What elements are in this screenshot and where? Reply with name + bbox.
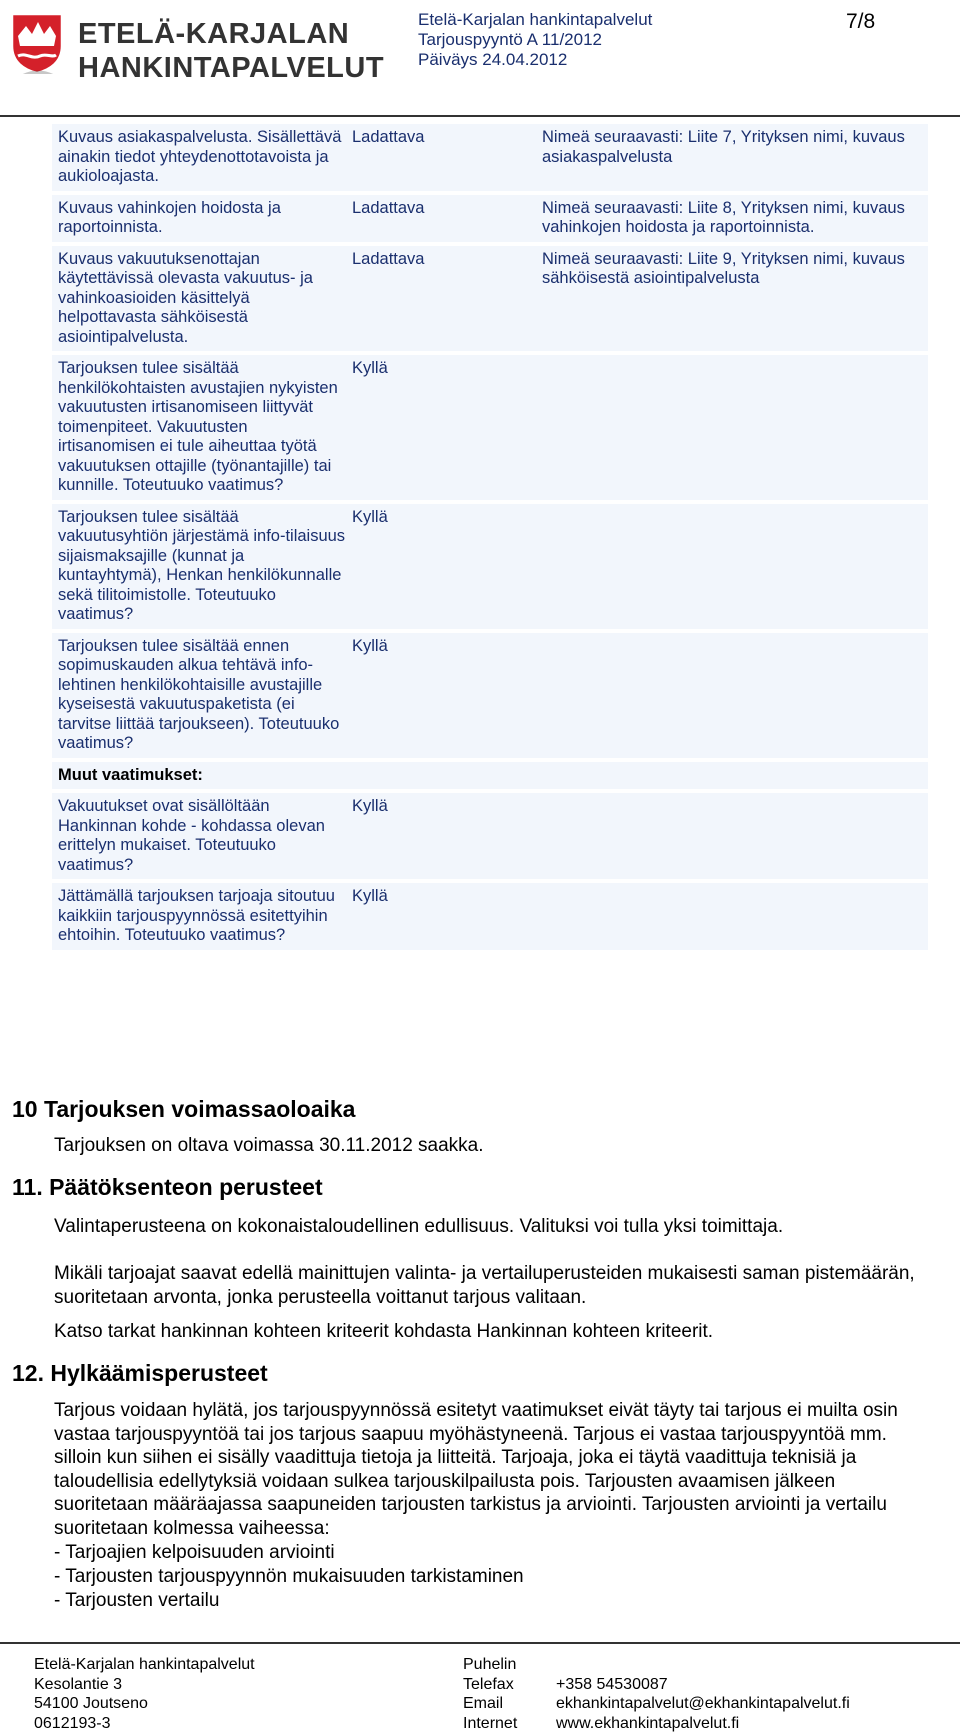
requirement-note [542, 355, 928, 500]
footer-city: 54100 Joutseno [34, 1695, 148, 1712]
header-divider [0, 115, 960, 117]
footer-website-link[interactable]: www.ekhankintapalvelut.fi [556, 1714, 740, 1732]
footer-business-id: 0612193-3 [34, 1714, 111, 1732]
table-row [52, 246, 928, 356]
section-12-paragraph: Tarjous voidaan hylätä, jos tarjouspyynnössä esitetyt vaatimukset eivät täyty tai tarjous ei muilta osin vastaa tarjouspyyntöä tai jos tarjous saapuu myöhästyneenä. Tarjous ei vastaa tarjouspyyntöä mm. silloin kun siihen ei sisälly vaadittuja tietoja ja liitteitä. Tarjoaja, joka ei täytä vaadittuja teknisiä ja taloudellisia edellytyksiä voidaan sulkea tarjouskilpailusta pois. Tarjousten avaamisen jälkeen suoritetaan määräajassa saapuneiden tarjousten tarkistus ja arviointi. Tarjousten arviointi ja vertailu suoritetaan kolmessa vaiheessa: [54, 1400, 898, 1539]
table-row [52, 124, 928, 195]
requirement-answer: Kyllä [352, 507, 388, 526]
section-10-text: Tarjouksen on oltava voimassa 30.11.2012 saakka. [54, 1135, 484, 1156]
section-11-paragraph-2: Mikäli tarjoajat saavat edellä mainittujen valinta- ja vertailuperusteiden mukaisesti saman pistemäärän, suoritetaan arvonta, jonka perusteella voittanut tarjous valitaan. [54, 1263, 915, 1308]
requirements-table [52, 124, 928, 954]
coat-of-arms-icon [10, 12, 64, 74]
requirement-answer: Ladattava [352, 128, 425, 146]
table-section-heading-row [52, 762, 928, 794]
requirement-answer: Kyllä [352, 797, 388, 815]
document-info [418, 10, 652, 70]
criteria-list-item: - Tarjoajien kelpoisuuden arviointi [54, 1542, 335, 1563]
table-row [52, 504, 928, 633]
logo-text-line1: ETELÄ-KARJALAN [78, 18, 350, 50]
requirement-description: Tarjouksen tulee sisältää henkilökohtaisten avustajien nykyisten vakuutusten irtisanomiseen liittyvät toimenpiteet. Vakuutusten irtisanomisen ei tule aiheuttaa työtä vakuutuksen ottajille (työnantajille) tai kunnille. Toteutuuko vaatimus? [58, 359, 338, 494]
footer-label-telefax: Telefax [463, 1675, 514, 1693]
table-row [52, 793, 928, 883]
section-10-heading: 10 Tarjouksen voimassaoloaika [12, 1096, 356, 1122]
requirement-note: Nimeä seuraavasti: Liite 9, Yrityksen nimi, kuvaus sähköisestä asiointipalvelusta [542, 249, 905, 287]
requirement-description: Kuvaus vakuutuksenottajan käytettävissä olevasta vakuutus- ja vahinkoasioiden käsittelyä helpottavasta sähköisestä asiointipalvelusta. [58, 249, 313, 346]
header-rfq-number: Tarjouspyyntö A 11/2012 [418, 30, 602, 49]
requirement-description: Vakuutukset ovat sisällöltään Hankinnan kohde - kohdassa olevan erittelyn mukaiset. Toteutuuko vaatimus? [58, 797, 325, 874]
table-row [52, 883, 928, 954]
requirement-description: Jättämällä tarjouksen tarjoaja sitoutuu kaikkiin tarjouspyynnössä esitettyihin ehtoihin. Toteutuuko vaatimus? [58, 887, 335, 944]
footer-email-link[interactable]: ekhankintapalvelut@ekhankintapalvelut.fi [556, 1695, 850, 1712]
section-11-heading: 11. Päätöksenteon perusteet [12, 1174, 323, 1200]
page-header [0, 0, 960, 118]
footer-label-internet: Internet [463, 1714, 518, 1732]
footer-address [34, 1655, 255, 1733]
footer-telefax: +358 54530087 [556, 1675, 668, 1693]
footer-label-email: Email [463, 1695, 504, 1712]
footer-organization: Etelä-Karjalan hankintapalvelut [34, 1656, 255, 1673]
footer-label-phone: Puhelin [463, 1656, 517, 1673]
section-11-paragraph-1: Valintaperusteena on kokonaistaloudellinen edullisuus. Valituksi voi tulla yksi toimittaja. [54, 1216, 784, 1237]
footer-divider [0, 1642, 960, 1644]
requirement-note [542, 633, 928, 758]
table-row [52, 355, 928, 504]
requirement-answer: Ladattava [352, 198, 425, 217]
requirement-note: Nimeä seuraavasti: Liite 8, Yrityksen nimi, kuvaus vahinkojen hoidosta ja raportoinnista. [542, 198, 905, 236]
requirement-description: Tarjouksen tulee sisältää ennen sopimuskauden alkua tehtävä info-lehtinen henkilökohtaisille avustajille kyseisestä vakuutuspaketista (ei tarvitse liittää tarjoukseen). Toteutuuko vaatimus? [58, 636, 340, 752]
organization-logo [8, 10, 385, 84]
criteria-list-item: - Tarjousten tarjouspyynnön mukaisuuden tarkistaminen [54, 1566, 524, 1587]
requirement-note [542, 504, 928, 629]
requirement-answer: Kyllä [352, 636, 388, 655]
footer-street: Kesolantie 3 [34, 1675, 123, 1693]
requirement-answer: Kyllä [352, 359, 388, 377]
requirement-note [542, 793, 928, 879]
requirement-note: Nimeä seuraavasti: Liite 7, Yrityksen nimi, kuvaus asiakaspalvelusta [542, 128, 905, 166]
requirement-answer: Kyllä [352, 887, 388, 905]
table-row [52, 633, 928, 762]
other-requirements-heading: Muut vaatimukset: [58, 765, 203, 784]
requirement-description: Tarjouksen tulee sisältää vakuutusyhtiön järjestämä info-tilaisuus sijaismaksajille (kunnat ja kuntayhtymä), Henkan henkilökunnalle sekä tilitoimistolle. Toteutuuko vaatimus? [58, 507, 346, 623]
criteria-list-item: - Tarjousten vertailu [54, 1590, 220, 1611]
section-12-heading: 12. Hylkäämisperusteet [12, 1360, 268, 1386]
requirement-answer: Ladattava [352, 249, 425, 268]
requirement-description: Kuvaus asiakaspalvelusta. Sisällettävä ainakin tiedot yhteydenottotavoista ja aukioloajasta. [58, 128, 342, 185]
page-number: 7/8 [846, 10, 876, 33]
logo-text-line2: HANKINTAPALVELUT [78, 52, 385, 84]
footer-contact-labels [463, 1655, 517, 1733]
requirement-description: Kuvaus vahinkojen hoidosta ja raportoinnista. [58, 198, 281, 236]
section-11-paragraph-3: Katso tarkat hankinnan kohteen kriteerit kohdasta Hankinnan kohteen kriteerit. [54, 1321, 714, 1342]
requirement-note [542, 883, 928, 950]
header-date: Päiväys 24.04.2012 [418, 50, 568, 69]
table-row [52, 195, 928, 246]
header-organization: Etelä-Karjalan hankintapalvelut [418, 10, 653, 29]
footer-contact-values [556, 1675, 850, 1734]
